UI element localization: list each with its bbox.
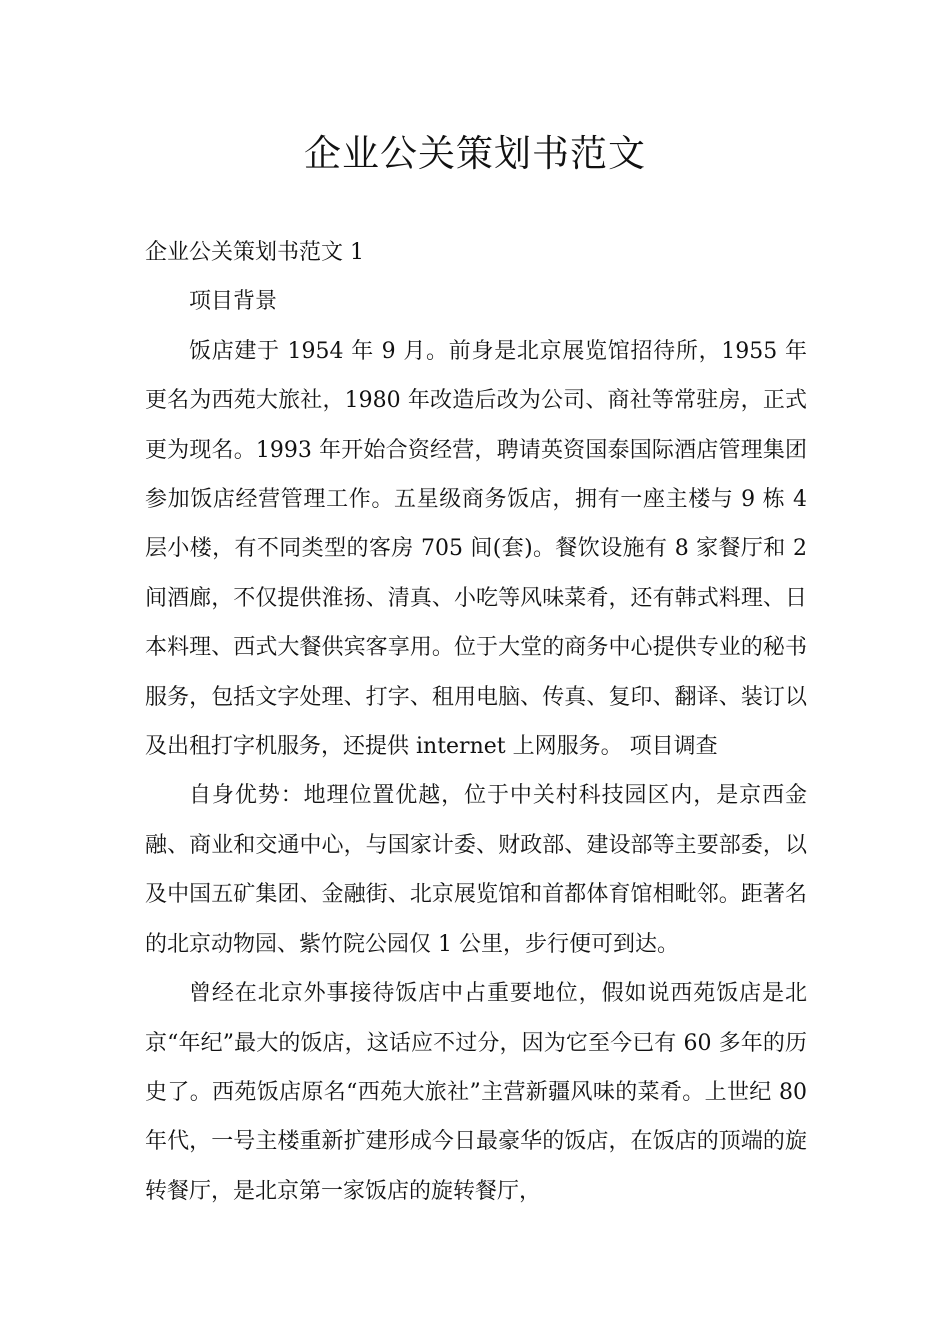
document-body — [145, 228, 807, 1216]
paragraph-hotel-history: 饭店建于 1954 年 9 月。前身是北京展览馆招待所，1955 年更名为西苑大旅社，1980 年改造后改为公司、商社等常驻房，正式更为现名。1993 年开始合资经营，聘请英资国泰国际酒店管理集团参加饭店经营管理工作。五星级商务饭店，拥有一座主楼与 9 栋 4 层小楼，有不同类型的客房 705 间(套)。餐饮设施有 8 家餐厅和 2 间酒廊，不仅提供淮扬、清真、小吃等风味菜肴，还有韩式料理、日本料理、西式大餐供宾客享用。位于大堂的商务中心提供专业的秘书服务，包括文字处理、打字、租用电脑、传真、复印、翻译、装订以及出租打字机服务，还提供 internet 上网服务。 项目调查 — [145, 338, 807, 760]
paragraph-project-background-heading: 项目背景 — [189, 289, 278, 315]
document-title: 企业公关策划书范文 — [304, 132, 646, 175]
paragraph-own-advantages: 自身优势：地理位置优越，位于中关村科技园区内，是京西金融、商业和交通中心，与国家计委、财政部、建设部等主要部委，以及中国五矿集团、金融街、北京展览馆和首都体育馆相毗邻。距著名的北京动物园、紫竹院公园仅 1 公里，步行便可到达。 — [145, 783, 807, 957]
paragraph-historic-status: 曾经在北京外事接待饭店中占重要地位，假如说西苑饭店是北京“年纪”最大的饭店，这话应不过分，因为它至今已有 60 多年的历史了。西苑饭店原名“西苑大旅社”主营新疆风味的菜肴。上世纪 80 年代，一号主楼重新扩建形成今日最豪华的饭店，在饭店的顶端的旋转餐厅，是北京第一家饭店的旋转餐厅， — [145, 981, 807, 1204]
section-heading: 企业公关策划书范文 1 — [145, 240, 364, 265]
